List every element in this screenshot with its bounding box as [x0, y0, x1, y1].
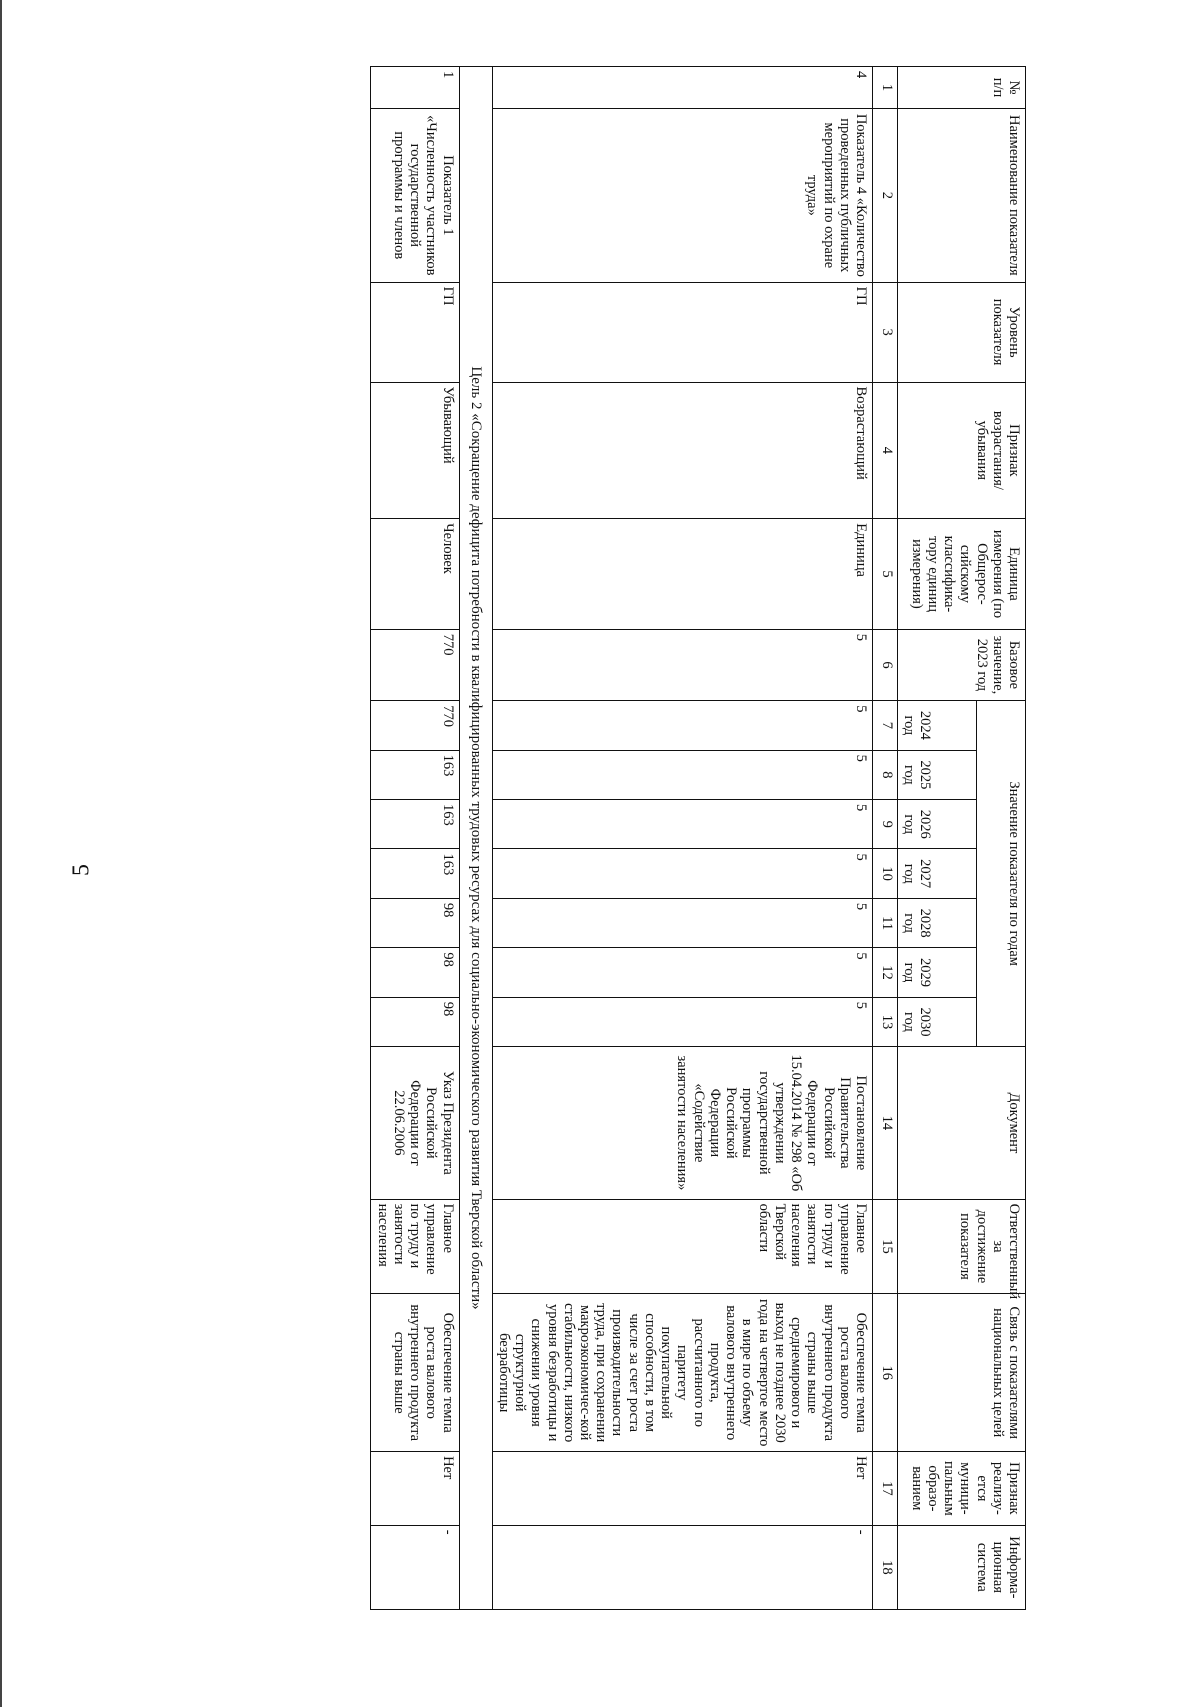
header-year: 2030 год [898, 997, 977, 1046]
goal-2-title: Цель 2 «Сокращение дефицита потребности в квалифицированных трудовых ресурсах для социально-экономического развития Тверской области» [459, 67, 492, 1610]
column-number: 4 [873, 382, 898, 519]
column-number: 16 [873, 1294, 898, 1452]
header-year: 2025 год [898, 750, 977, 799]
indicator-responsible: Главное управление по труду и занятости населения [371, 1199, 459, 1294]
column-number: 18 [873, 1525, 898, 1609]
column-number: 8 [873, 750, 898, 799]
table-row [492, 67, 872, 1610]
rotated-table-container [127, 66, 1026, 1610]
column-number: 9 [873, 800, 898, 849]
column-number: 2 [873, 109, 898, 283]
indicator-value: 5 [492, 849, 872, 898]
indicator-responsible: Главное управление по труду и занятости населения Тверской области [492, 1199, 872, 1294]
header-row [977, 67, 1026, 1610]
header-responsible: Ответственный за достижение показателя [898, 1199, 1026, 1294]
indicator-trend: Убывающий [371, 382, 459, 519]
indicator-unit: Человек [371, 519, 459, 629]
indicator-base: 5 [492, 629, 872, 701]
indicator-name: Показатель 1 «Численность участников государственной программы и членов [371, 109, 459, 283]
column-number: 3 [873, 282, 898, 382]
header-national-goals: Связь с показателями национальных целей [898, 1294, 1026, 1452]
indicator-value: 5 [492, 898, 872, 947]
indicator-value: 98 [371, 898, 459, 947]
column-number: 12 [873, 948, 898, 997]
column-number: 15 [873, 1199, 898, 1294]
indicator-level: ГП [371, 282, 459, 382]
header-base: Базовое значение, 2023 год [898, 629, 1026, 701]
header-municipal: Признак реализу-ется муници-пальным образо-ванием [898, 1452, 1026, 1526]
indicator-value: 98 [371, 997, 459, 1046]
header-year: 2029 год [898, 948, 977, 997]
column-number: 13 [873, 997, 898, 1046]
header-level: Уровень показателя [898, 282, 1026, 382]
header-document: Документ [898, 1047, 1026, 1200]
indicator-base: 770 [371, 629, 459, 701]
indicator-unit: Единица [492, 519, 872, 629]
indicator-value: 163 [371, 750, 459, 799]
row-num: 1 [371, 67, 459, 109]
column-number: 1 [873, 67, 898, 109]
header-info-system: Информа-ционная система [898, 1525, 1026, 1609]
column-number: 5 [873, 519, 898, 629]
header-values-group: Значение показателя по годам [977, 701, 1026, 1047]
header-name: Наименование показателя [898, 109, 1026, 283]
indicator-value: 5 [492, 750, 872, 799]
indicator-value: 770 [371, 701, 459, 750]
header-year: 2027 год [898, 849, 977, 898]
page-number: 5 [68, 864, 95, 876]
indicator-value: 5 [492, 948, 872, 997]
column-number: 10 [873, 849, 898, 898]
column-number: 7 [873, 701, 898, 750]
header-year: 2024 год [898, 701, 977, 750]
header-num: № п/п [898, 67, 1026, 109]
row-num: 4 [492, 67, 872, 109]
header-unit: Единица измерения (по Общерос-сийскому классифика-тору единиц измерения) [898, 519, 1026, 629]
indicator-value: 5 [492, 997, 872, 1046]
indicator-info-system: - [492, 1525, 872, 1609]
header-year: 2026 год [898, 800, 977, 849]
indicator-name: Показатель 4 «Количество проведенных публичных мероприятий по охране труда» [492, 109, 872, 283]
column-numbers-row [873, 67, 898, 1610]
indicator-national-goals: Обеспечение темпа роста валового внутреннего продукта страны выше [371, 1294, 459, 1452]
column-number: 11 [873, 898, 898, 947]
indicator-level: ГП [492, 282, 872, 382]
indicator-value: 5 [492, 701, 872, 750]
scan-edge-line [0, 0, 2, 1707]
indicator-document: Постановление Правительства Российской Федерации от 15.04.2014 № 298 «Об утверждении государственной программы Российской Федерации «Содействие занятости населения» [492, 1047, 872, 1200]
indicator-value: 163 [371, 849, 459, 898]
header-trend: Признак возрастания/ убывания [898, 382, 1026, 519]
indicator-value: 98 [371, 948, 459, 997]
indicator-municipal: Нет [371, 1452, 459, 1526]
indicator-trend: Возрастающий [492, 382, 872, 519]
header-year: 2028 год [898, 898, 977, 947]
indicator-info-system: - [371, 1525, 459, 1609]
indicator-value: 163 [371, 800, 459, 849]
indicator-document: Указ Президента Российской Федерации от 22.06.2006 [371, 1047, 459, 1200]
table-row [371, 67, 459, 1610]
column-number: 17 [873, 1452, 898, 1526]
indicators-table [370, 66, 1026, 1610]
goal-row [459, 67, 492, 1610]
column-number: 6 [873, 629, 898, 701]
column-number: 14 [873, 1047, 898, 1200]
indicator-municipal: Нет [492, 1452, 872, 1526]
indicator-national-goals: Обеспечение темпа роста валового внутреннего продукта страны выше среднемирового и выход не позднее 2030 года на четвертое место в мире по объему валового внутреннего продукта, рассчитанного по паритету покупательной способности, в том числе за счет роста производительности труда, при сохранении макроэкономичес-кой стабильности, низкого уровня безработицы и снижении уровня структурной безработицы [492, 1294, 872, 1452]
indicator-value: 5 [492, 800, 872, 849]
